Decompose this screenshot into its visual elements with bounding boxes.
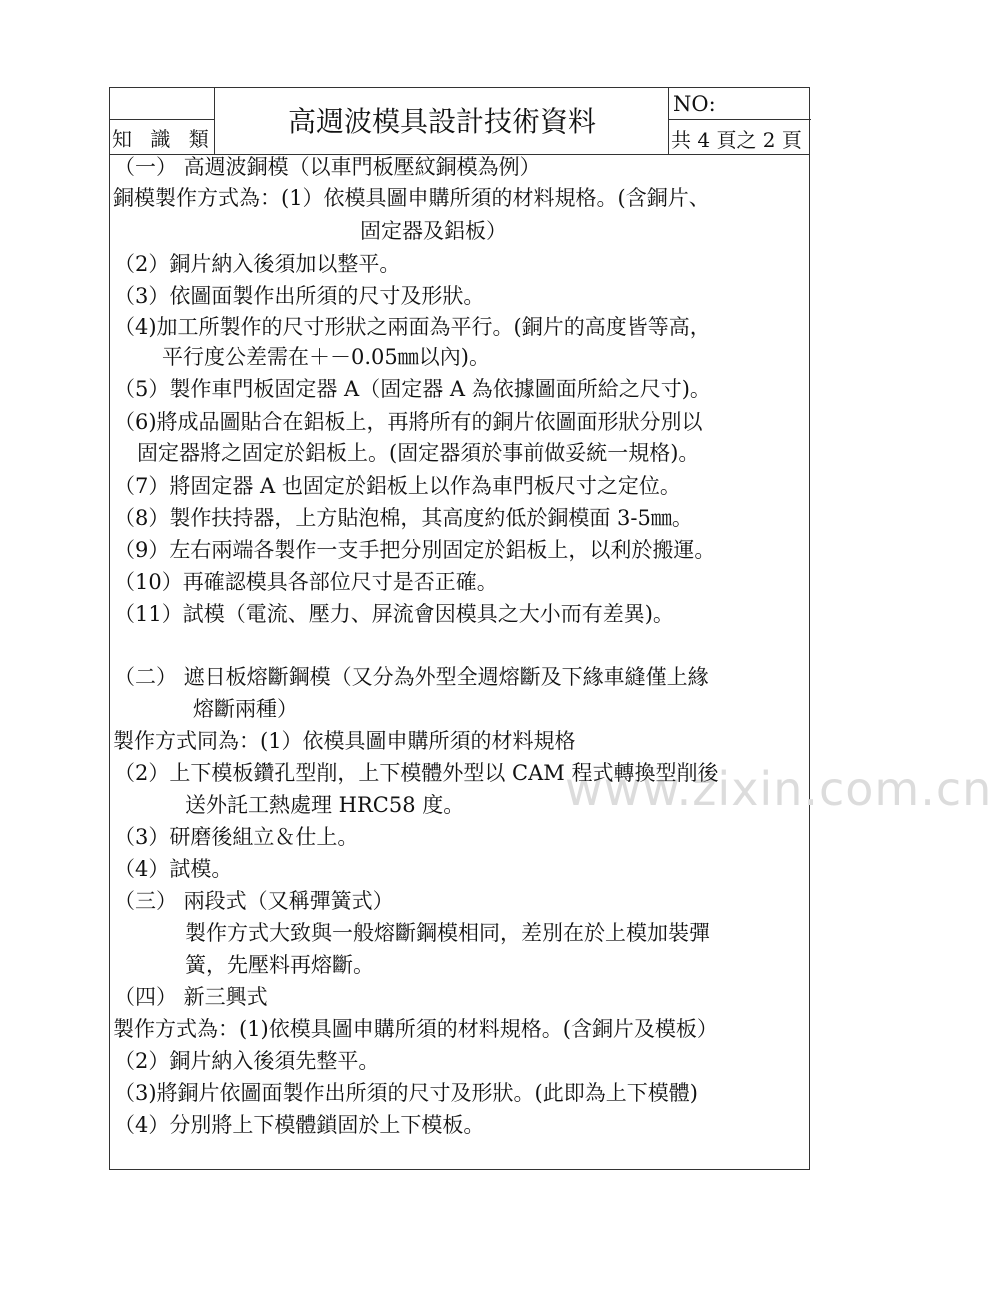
text-line: （6)將成品圖貼合在鋁板上，再將所有的銅片依圖面形狀分別以	[114, 410, 703, 434]
text-line: （2）銅片納入後須先整平。	[114, 1049, 380, 1073]
text-line: 製作方式為：(1)依模具圖申購所須的材料規格。(含銅片及模板）	[113, 1017, 718, 1041]
text-line: （3）研磨後組立＆仕上。	[114, 825, 359, 849]
section-heading: （一） 高週波銅模（以車門板壓紋銅模為例）	[114, 155, 541, 179]
text-line: （7）將固定器 A 也固定於鋁板上以作為車門板尺寸之定位。	[114, 474, 681, 498]
document-number-label: NO:	[673, 92, 716, 116]
text-line: 熔斷兩種）	[193, 697, 298, 721]
section-heading: （二） 遮日板熔斷鋼模（又分為外型全週熔斷及下緣車縫僅上緣	[114, 665, 709, 689]
text-line: 製作方式同為：(1）依模具圖申購所須的材料規格	[113, 729, 576, 753]
text-line: （11）試模（電流、壓力、屏流會因模具之大小而有差異)。	[114, 602, 674, 626]
document-frame	[109, 87, 992, 1170]
watermark: www.zixin.com.cn	[565, 762, 992, 816]
text-line: 固定器將之固定於鋁板上。(固定器須於事前做妥統一規格)。	[137, 441, 700, 465]
text-line: 固定器及鋁板）	[360, 219, 507, 243]
text-line: 平行度公差需在＋－0.05㎜以內)。	[162, 345, 490, 369]
text-line: （4）分別將上下模體鎖固於上下模板。	[114, 1113, 485, 1137]
header-divider	[668, 119, 811, 120]
page-title: 高週波模具設計技術資料	[287, 105, 596, 138]
text-line: （3）依圖面製作出所須的尺寸及形狀。	[114, 284, 485, 308]
text-line: 銅模製作方式為：(1）依模具圖申購所須的材料規格。(含銅片、	[113, 186, 710, 210]
section-heading: （三） 兩段式（又稱彈簧式）	[114, 889, 394, 913]
header-row	[110, 88, 809, 155]
header-divider	[668, 88, 669, 154]
text-line: （3)將銅片依圖面製作出所須的尺寸及形狀。(此即為上下模體)	[114, 1081, 698, 1105]
text-line: （2）上下模板鑽孔型削，上下模體外型以 CAM 程式轉換型削後	[114, 761, 719, 785]
text-line: （10）再確認模具各部位尺寸是否正確。	[114, 570, 498, 594]
document-body	[110, 154, 992, 1169]
text-line: 送外託工熱處理 HRC58 度。	[185, 793, 465, 817]
text-line: 製作方式大致與一般熔斷鋼模相同，差別在於上模加裝彈	[185, 921, 710, 945]
text-line: （5）製作車門板固定器 A（固定器 A 為依據圖面所給之尺寸)。	[114, 377, 711, 401]
category-label: 知 識 類	[112, 127, 215, 151]
section-heading: （四） 新三興式	[114, 985, 268, 1009]
text-line: （2）銅片納入後須加以整平。	[114, 252, 401, 276]
page-count: 共 4 頁之 2 頁	[671, 128, 802, 152]
text-line: （8）製作扶持器，上方貼泡棉，其高度約低於銅模面 3-5㎜。	[114, 506, 693, 530]
header-divider	[110, 119, 214, 120]
text-line: （9）左右兩端各製作一支手把分別固定於鋁板上，以利於搬運。	[114, 538, 716, 562]
text-line: （4)加工所製作的尺寸形狀之兩面為平行。(銅片的高度皆等高，	[114, 315, 711, 339]
text-line: 簧，先壓料再熔斷。	[185, 953, 374, 977]
text-line: （4）試模。	[114, 857, 233, 881]
